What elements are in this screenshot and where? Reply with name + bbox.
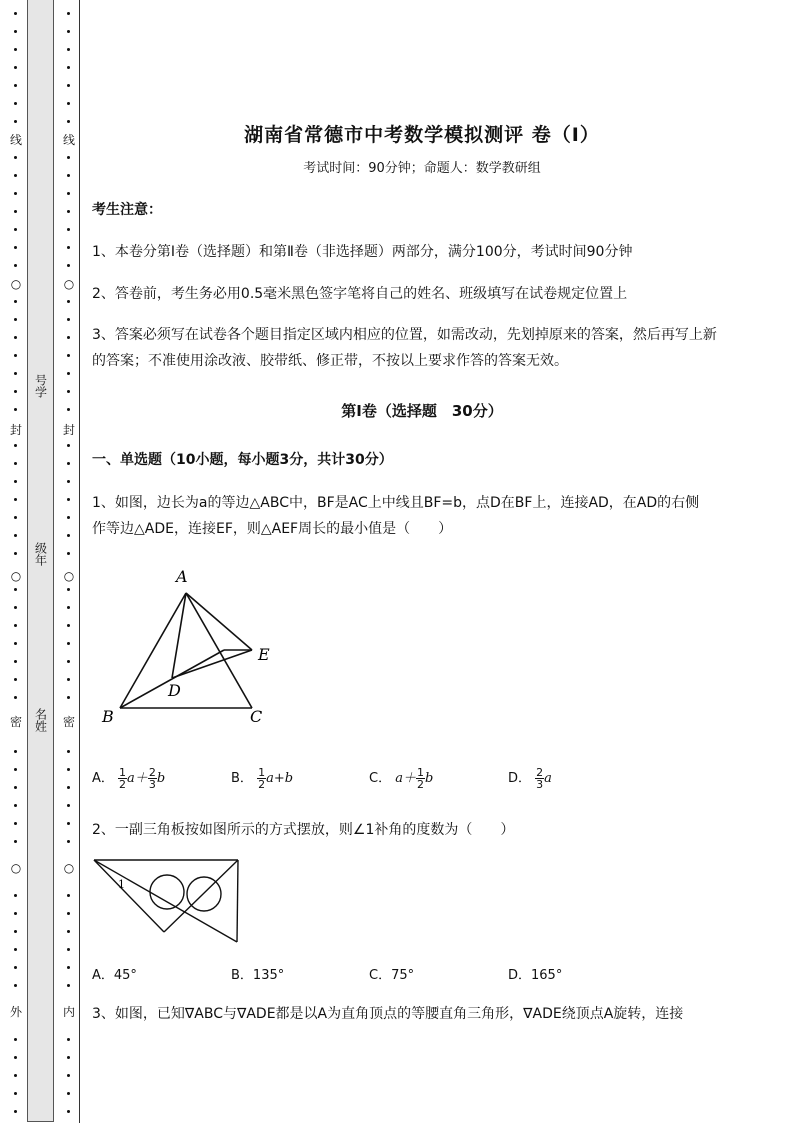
margin-dot: [67, 48, 70, 51]
q1-option-a-letter: A．: [92, 771, 114, 786]
margin-dot: [67, 660, 70, 663]
margin-dot: [67, 498, 70, 501]
fraction: [257, 767, 266, 790]
q1-option-a-term1: a＋: [127, 771, 148, 786]
label-a: A: [176, 567, 188, 586]
edge-ae: [186, 593, 252, 650]
margin-dot: [14, 444, 17, 447]
margin-dot: [67, 1092, 70, 1095]
margin-dot: [67, 408, 70, 411]
notice-item-1: 1、本卷分第Ⅰ卷（选择题）和第Ⅱ卷（非选择题）两部分，满分100分，考试时间90分钟: [92, 244, 633, 260]
inner-binding-margin: [61, 0, 77, 1123]
inner-mark-secret: 密: [62, 715, 75, 729]
margin-dot: [14, 30, 17, 33]
margin-dot: [14, 534, 17, 537]
margin-dot: [14, 192, 17, 195]
margin-dot: [14, 1056, 17, 1059]
margin-dot: [14, 264, 17, 267]
student-id-label: [28, 374, 53, 403]
margin-dot: [14, 588, 17, 591]
margin-dot: [14, 66, 17, 69]
margin-dot: [14, 966, 17, 969]
margin-dot: [67, 840, 70, 843]
margin-dot: [14, 516, 17, 519]
binding-line: [79, 0, 80, 1123]
margin-dot: [67, 1074, 70, 1077]
inner-mark-seal: 封: [62, 423, 75, 437]
q2-option-c[interactable]: C．75°: [369, 968, 415, 983]
square-right-edge: [237, 860, 238, 942]
margin-dot: [67, 30, 70, 33]
left-circle: [150, 875, 184, 909]
margin-dot: [14, 1038, 17, 1041]
margin-dot: [14, 606, 17, 609]
q1-option-a-term2: b: [156, 771, 166, 786]
margin-dot: [67, 966, 70, 969]
fraction-numerator: 2: [536, 766, 544, 779]
name-label-text: 名姓: [33, 708, 48, 732]
margin-dot: [67, 390, 70, 393]
q1-text-line1: 1、如图，边长为a的等边△ABC中，BF是AC上中线且BF=b，点D在BF上，连接AD，在AD的右侧: [92, 495, 700, 511]
fraction: [416, 767, 425, 790]
margin-dot: [14, 372, 17, 375]
inner-mark-line: 线: [62, 133, 75, 147]
margin-dot: [67, 912, 70, 915]
margin-dot: [14, 660, 17, 663]
fraction-denominator: 2: [119, 778, 127, 791]
margin-dot: [67, 66, 70, 69]
margin-dot: [67, 210, 70, 213]
name-label: [28, 708, 53, 737]
margin-dot: [14, 804, 17, 807]
margin-dot: [14, 1092, 17, 1095]
class-label-text: 级年: [33, 542, 48, 566]
margin-dot: [67, 300, 70, 303]
fraction: [118, 767, 127, 790]
margin-dot: [14, 1110, 17, 1113]
margin-dot: [67, 552, 70, 555]
outer-mark-line: 线: [9, 133, 22, 147]
inner-mark-circle: ○: [63, 277, 75, 291]
q2-option-a[interactable]: A．45°: [92, 968, 137, 983]
section-title: 第Ⅰ卷（选择题 30分）: [341, 402, 503, 420]
margin-dot: [14, 102, 17, 105]
q1-text-line2: 作等边△ADE，连接EF，则△AEF周长的最小值是（ ）: [92, 521, 453, 537]
exam-subtitle: 考试时间：90分钟；命题人：数学教研组: [303, 161, 541, 176]
angle-1-label: 1: [118, 878, 125, 891]
margin-dot: [14, 84, 17, 87]
margin-dot: [14, 930, 17, 933]
margin-dot: [67, 750, 70, 753]
margin-dot: [67, 174, 70, 177]
margin-dot: [67, 12, 70, 15]
margin-dot: [67, 678, 70, 681]
margin-dot: [67, 192, 70, 195]
outer-mark-secret: 密: [9, 715, 22, 729]
margin-dot: [14, 822, 17, 825]
margin-dot: [67, 246, 70, 249]
fraction: [535, 767, 544, 790]
fraction-numerator: 2: [148, 766, 156, 779]
margin-dot: [14, 300, 17, 303]
part-title: 一、单选题（10小题，每小题3分，共计30分）: [92, 452, 393, 468]
margin-dot: [67, 372, 70, 375]
margin-dot: [67, 354, 70, 357]
q1-option-c[interactable]: [369, 767, 433, 790]
margin-dot: [14, 984, 17, 987]
margin-dot: [67, 318, 70, 321]
margin-dot: [67, 156, 70, 159]
inner-mark-circle: ○: [63, 569, 75, 583]
notice-item-3-cont: 的答案；不准使用涂改液、胶带纸、修正带，不按以上要求作答的答案无效。: [92, 353, 568, 369]
q1-option-c-term1: b: [424, 771, 434, 786]
fraction-denominator: 2: [416, 778, 424, 791]
margin-dot: [14, 786, 17, 789]
q2-set-square-figure: [92, 856, 242, 946]
margin-dot: [14, 462, 17, 465]
label-d: D: [168, 681, 181, 700]
q1-option-d-term1: a: [544, 771, 552, 786]
outer-mark-circle: ○: [10, 861, 22, 875]
exam-title: 湖南省常德市中考数学模拟测评 卷（Ⅰ）: [244, 124, 600, 146]
class-label: [28, 542, 53, 571]
margin-dot: [14, 678, 17, 681]
margin-dot: [14, 840, 17, 843]
notice-item-2: 2、答卷前，考生务必用0.5毫米黑色签字笔将自己的姓名、班级填写在试卷规定位置上: [92, 286, 628, 302]
margin-dot: [67, 696, 70, 699]
margin-dot: [67, 480, 70, 483]
margin-dot: [14, 120, 17, 123]
margin-dot: [67, 894, 70, 897]
margin-dot: [14, 552, 17, 555]
margin-dot: [67, 984, 70, 987]
student-id-label-text: 号学: [33, 374, 48, 398]
margin-dot: [14, 1074, 17, 1077]
student-info-strip: [27, 0, 54, 1122]
q3-text: 3、如图，已知∇ABC与∇ADE都是以A为直角顶点的等腰直角三角形，∇ADE绕顶点A旋转，连接: [92, 1006, 684, 1022]
margin-dot: [67, 1056, 70, 1059]
margin-dot: [14, 156, 17, 159]
margin-dot: [14, 480, 17, 483]
margin-dot: [67, 462, 70, 465]
margin-dot: [14, 12, 17, 15]
q1-option-b[interactable]: [231, 767, 293, 790]
margin-dot: [67, 822, 70, 825]
margin-dot: [67, 624, 70, 627]
margin-dot: [14, 336, 17, 339]
margin-dot: [67, 228, 70, 231]
margin-dot: [14, 408, 17, 411]
margin-dot: [67, 444, 70, 447]
margin-dot: [14, 498, 17, 501]
margin-dot: [67, 516, 70, 519]
outer-mark-circle: ○: [10, 277, 22, 291]
margin-dot: [14, 228, 17, 231]
margin-dot: [67, 786, 70, 789]
margin-dot: [67, 84, 70, 87]
margin-dot: [14, 768, 17, 771]
margin-dot: [67, 534, 70, 537]
margin-dot: [67, 102, 70, 105]
outer-mark-outside: 外: [9, 1005, 22, 1019]
margin-dot: [67, 120, 70, 123]
outer-mark-seal: 封: [9, 423, 22, 437]
fraction-numerator: 1: [258, 766, 266, 779]
margin-dot: [14, 318, 17, 321]
margin-dot: [67, 1110, 70, 1113]
margin-dot: [67, 264, 70, 267]
q1-option-d[interactable]: [508, 767, 552, 790]
fraction-denominator: 2: [258, 778, 266, 791]
q1-option-b-term1: a+b: [266, 771, 294, 786]
margin-dot: [14, 390, 17, 393]
square-left-edge: [94, 860, 164, 932]
margin-dot: [14, 624, 17, 627]
margin-dot: [67, 588, 70, 591]
fraction-denominator: 3: [148, 778, 156, 791]
q2-option-b[interactable]: B．135°: [231, 968, 285, 983]
q1-option-c-letter: C．: [369, 771, 392, 786]
margin-dot: [67, 768, 70, 771]
margin-dot: [14, 948, 17, 951]
fraction: [148, 767, 157, 790]
margin-dot: [67, 948, 70, 951]
q2-text: 2、一副三角板按如图所示的方式摆放，则∠1补角的度数为（ ）: [92, 822, 515, 838]
label-b: B: [102, 707, 114, 726]
margin-dot: [14, 210, 17, 213]
margin-dot: [14, 642, 17, 645]
fraction-denominator: 3: [536, 778, 544, 791]
margin-dot: [67, 606, 70, 609]
fraction-numerator: 1: [416, 766, 424, 779]
q1-option-b-letter: B．: [231, 771, 253, 786]
margin-dot: [67, 336, 70, 339]
q1-option-a[interactable]: [92, 767, 165, 790]
q2-option-d[interactable]: D．165°: [508, 968, 563, 983]
edge-de: [172, 650, 252, 678]
outer-mark-circle: ○: [10, 569, 22, 583]
margin-dot: [14, 894, 17, 897]
fraction-numerator: 1: [119, 766, 127, 779]
margin-dot: [14, 912, 17, 915]
q1-option-c-term0: a＋: [395, 771, 416, 786]
margin-dot: [67, 930, 70, 933]
margin-dot: [67, 642, 70, 645]
margin-dot: [14, 354, 17, 357]
margin-dot: [14, 174, 17, 177]
margin-dot: [14, 48, 17, 51]
inner-mark-circle: ○: [63, 861, 75, 875]
label-c: C: [250, 707, 263, 726]
margin-dot: [67, 804, 70, 807]
margin-dot: [67, 1038, 70, 1041]
notice-item-3: 3、答案必须写在试卷各个题目指定区域内相应的位置，如需改动，先划掉原来的答案，然后再写上新: [92, 327, 717, 343]
inner-mark-inside: 内: [62, 1005, 75, 1019]
q1-triangle-figure: [100, 560, 300, 730]
notice-heading: 考生注意：: [92, 202, 162, 218]
margin-dot: [14, 750, 17, 753]
label-e: E: [258, 645, 270, 664]
outer-binding-margin: [8, 0, 24, 1123]
q1-option-d-letter: D．: [508, 771, 532, 786]
margin-dot: [14, 696, 17, 699]
margin-dot: [14, 246, 17, 249]
